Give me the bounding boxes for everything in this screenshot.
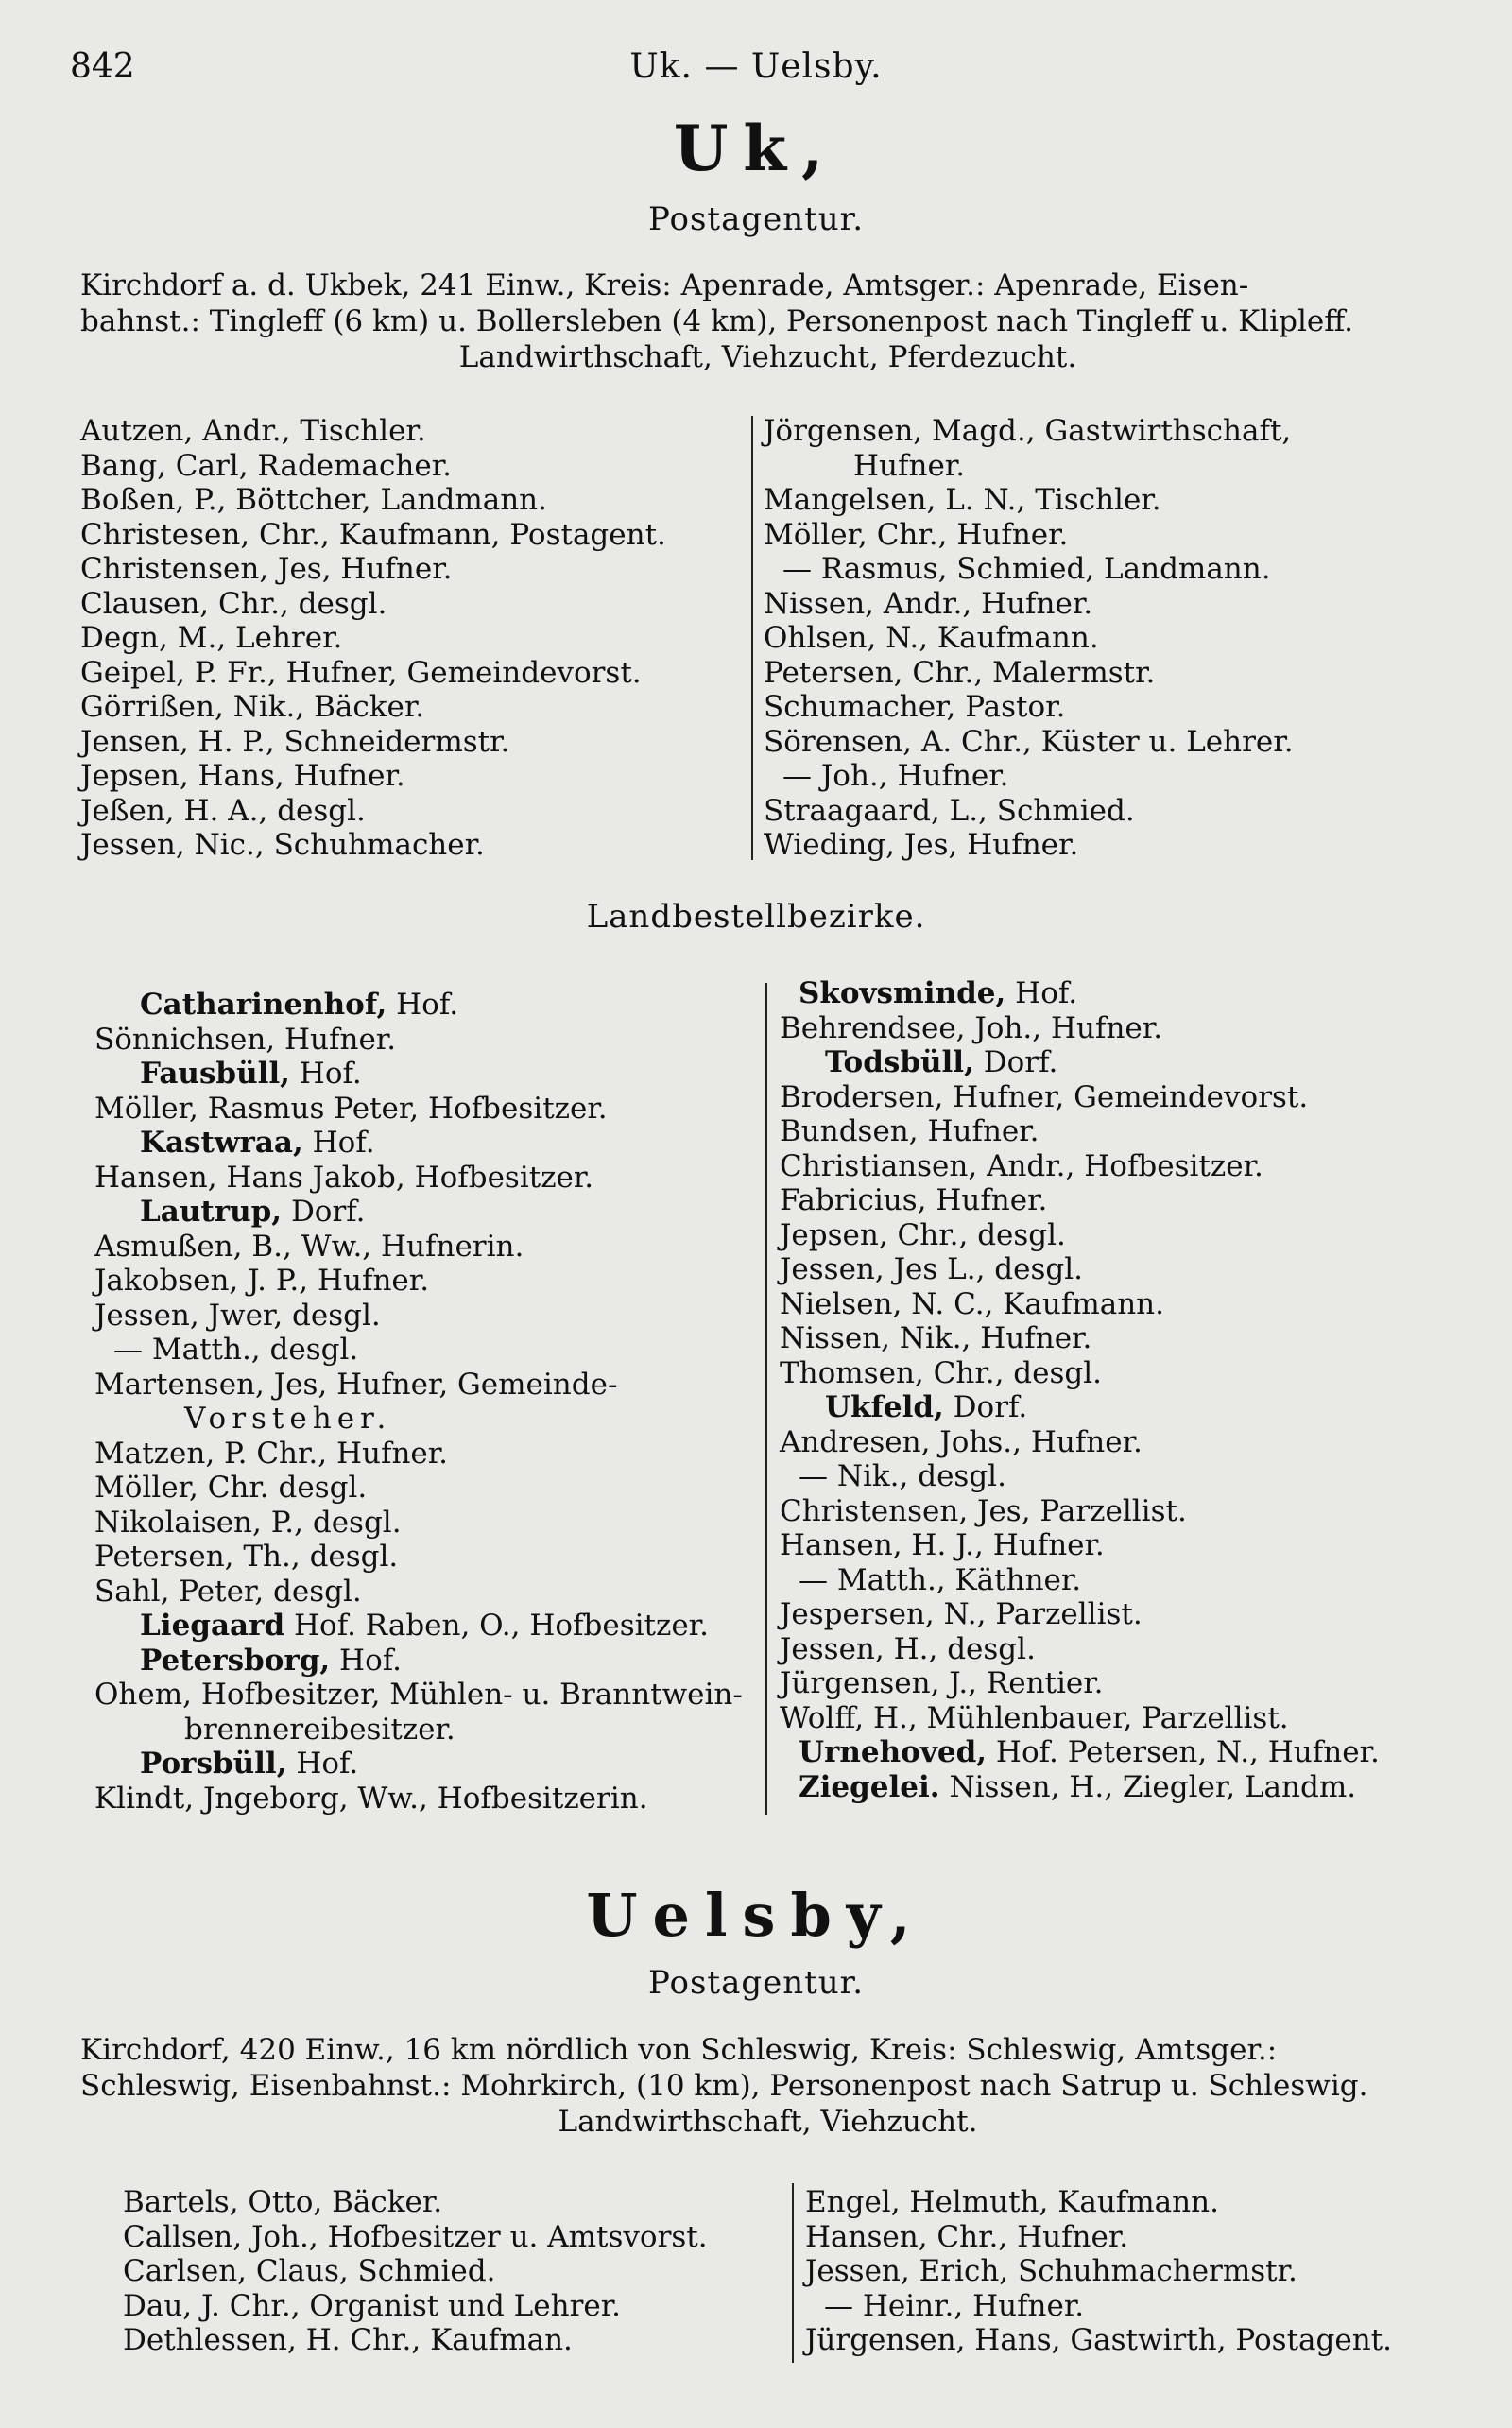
list-item: Boßen, P., Böttcher, Landmann.	[80, 483, 548, 517]
list-item	[780, 1011, 1380, 1046]
place-title-uk: Uk,	[673, 112, 839, 185]
list-item: Christensen, Jes, Hufner.	[80, 552, 453, 586]
list-item	[94, 1713, 743, 1748]
list-item	[780, 1183, 1380, 1218]
list-item	[780, 1528, 1380, 1563]
list-item: Bartels, Otto, Bäcker.	[123, 2185, 443, 2219]
entry-text: Hof.	[286, 1747, 359, 1781]
list-item	[94, 1644, 743, 1679]
list-item: Carlsen, Claus, Schmied.	[123, 2254, 496, 2288]
entry-text: Behrendsee, Joh., Hufner.	[780, 1010, 1163, 1045]
list-item	[94, 1264, 743, 1299]
list-item	[780, 1149, 1380, 1184]
list-item: Geipel, P. Fr., Hufner, Gemeindevorst.	[80, 655, 642, 690]
list-item	[94, 988, 743, 1023]
list-item: — Rasmus, Schmied, Landmann.	[782, 552, 1271, 586]
entry-text: Dorf.	[973, 1045, 1058, 1079]
list-item	[94, 1575, 743, 1610]
entry-text: — Matth., desgl.	[113, 1333, 359, 1367]
list-item: Dethlessen, H. Chr., Kaufman.	[123, 2323, 573, 2357]
entry-text: Thomsen, Chr., desgl.	[780, 1355, 1102, 1390]
entry-text: Wolff, H., Mühlenbauer, Parzellist.	[780, 1700, 1289, 1735]
list-item	[94, 1161, 743, 1196]
locality-name: Fausbüll,	[140, 1057, 290, 1091]
locality-name: Liegaard	[140, 1609, 285, 1643]
list-item	[780, 1390, 1380, 1425]
intro-uk	[80, 267, 1455, 375]
entry-text: Hof.	[1005, 976, 1078, 1010]
list-item: Hansen, Chr., Hufner.	[805, 2219, 1129, 2254]
list-item: Mangelsen, L. N., Tischler.	[764, 483, 1161, 517]
entry-text: Jessen, Jes L., desgl.	[780, 1252, 1084, 1286]
list-item: Degn, M., Lehrer.	[80, 621, 343, 655]
list-item	[94, 1023, 743, 1058]
entry-text: Petersen, Th., desgl.	[94, 1540, 399, 1574]
list-item	[780, 1563, 1380, 1598]
intro-uelsby	[80, 2032, 1455, 2140]
entry-text: Möller, Rasmus Peter, Hofbesitzer.	[94, 1091, 608, 1126]
entry-text: Klindt, Jngeborg, Ww., Hofbesitzerin.	[94, 1781, 648, 1816]
intro-line: Landwirthschaft, Viehzucht, Pferdezucht.	[458, 340, 1077, 374]
entry-text: Dorf.	[943, 1390, 1028, 1424]
list-item	[780, 1701, 1380, 1736]
list-item: Görrißen, Nik., Bäcker.	[80, 690, 425, 724]
list-item: Petersen, Chr., Malermstr.	[764, 655, 1156, 690]
place-title-uelsby: Uelsby,	[586, 1881, 926, 1950]
landbestell-heading: Landbestellbezirke.	[586, 898, 926, 936]
list-item: Hufner.	[853, 448, 966, 483]
locality-name: Lautrup,	[140, 1195, 283, 1229]
list-item	[780, 1218, 1380, 1253]
entry-text: brennereibesitzer.	[184, 1712, 455, 1747]
list-item	[780, 1494, 1380, 1529]
list-item	[780, 1666, 1380, 1701]
list-item: Jürgensen, Hans, Gastwirth, Postagent.	[805, 2323, 1392, 2357]
entry-text: Martensen, Jes, Hufner, Gemeinde-	[94, 1367, 618, 1402]
entry-text: Hof.	[302, 1126, 375, 1160]
intro-line: Schleswig, Eisenbahnst.: Mohrkirch, (10 km), Personenpost nach Satrup u. Schleswig.	[80, 2069, 1368, 2103]
list-item	[94, 1057, 743, 1092]
page-number: 842	[70, 47, 135, 86]
entry-text: Möller, Chr. desgl.	[94, 1471, 368, 1505]
list-item: Jepsen, Hans, Hufner.	[80, 759, 405, 793]
subtitle-uelsby: Postagentur.	[647, 1964, 865, 2002]
subtitle-uk: Postagentur.	[647, 200, 865, 238]
list-item: Jessen, Erich, Schuhmachermstr.	[805, 2254, 1297, 2288]
list-item: Engel, Helmuth, Kaufmann.	[805, 2185, 1219, 2219]
entry-text: Christiansen, Andr., Hofbesitzer.	[780, 1148, 1263, 1183]
list-item	[94, 1402, 743, 1437]
list-item: Jörgensen, Magd., Gastwirthschaft,	[764, 414, 1292, 448]
landbestell-left-column	[94, 988, 743, 1816]
column-divider	[751, 416, 753, 860]
list-item: Autzen, Andr., Tischler.	[80, 414, 426, 448]
entry-text: Jespersen, N., Parzellist.	[780, 1597, 1143, 1631]
list-item	[780, 1425, 1380, 1460]
list-item	[94, 1092, 743, 1127]
entry-text: Hof. Petersen, N., Hufner.	[987, 1735, 1380, 1769]
list-item: Ohlsen, N., Kaufmann.	[764, 621, 1099, 655]
list-item	[94, 1299, 743, 1334]
list-item	[780, 1597, 1380, 1632]
list-item: Bang, Carl, Rademacher.	[80, 448, 452, 483]
list-item	[780, 1459, 1380, 1494]
entry-text: Matzen, P. Chr., Hufner.	[94, 1436, 449, 1471]
entry-text: — Matth., Käthner.	[799, 1562, 1082, 1597]
list-item: Schumacher, Pastor.	[764, 690, 1066, 724]
list-item	[94, 1230, 743, 1265]
list-item: Callsen, Joh., Hofbesitzer u. Amtsvorst.	[123, 2219, 708, 2254]
locality-name: Petersborg,	[140, 1643, 331, 1678]
list-item: Jensen, H. P., Schneidermstr.	[80, 724, 510, 759]
list-item	[780, 1045, 1380, 1080]
list-item	[780, 1735, 1380, 1770]
entry-text: Andresen, Johs., Hufner.	[780, 1424, 1143, 1459]
entry-text: Nielsen, N. C., Kaufmann.	[780, 1286, 1164, 1321]
list-item	[780, 1114, 1380, 1149]
list-item	[780, 1321, 1380, 1356]
column-divider	[765, 983, 767, 1815]
entry-text: Asmußen, B., Ww., Hufnerin.	[94, 1229, 524, 1264]
list-item	[780, 1632, 1380, 1667]
running-title: Uk. — Uelsby.	[629, 47, 883, 86]
list-item	[94, 1126, 743, 1161]
entry-text: Hansen, Hans Jakob, Hofbesitzer.	[94, 1160, 594, 1195]
entry-text: Christensen, Jes, Parzellist.	[780, 1493, 1187, 1528]
uk-right-column	[764, 414, 1294, 863]
list-item	[780, 1080, 1380, 1115]
list-item	[94, 1195, 743, 1230]
list-item: Jessen, Nic., Schuhmacher.	[80, 828, 485, 862]
list-item: Sörensen, A. Chr., Küster u. Lehrer.	[764, 724, 1294, 759]
intro-line: Landwirthschaft, Viehzucht.	[558, 2105, 978, 2139]
list-item: — Heinr., Hufner.	[824, 2288, 1085, 2323]
list-item: Möller, Chr., Hufner.	[764, 517, 1069, 552]
list-item: Nissen, Andr., Hufner.	[764, 586, 1093, 621]
intro-line: Kirchdorf, 420 Einw., 16 km nördlich von Schleswig, Kreis: Schleswig, Amtsger.:	[80, 2033, 1278, 2067]
entry-text: Sönnichsen, Hufner.	[94, 1022, 397, 1057]
list-item	[94, 1678, 743, 1713]
list-item: Jeßen, H. A., desgl.	[80, 793, 366, 828]
list-item	[94, 1609, 743, 1644]
locality-name: Ziegelei.	[799, 1769, 940, 1804]
entry-text: Fabricius, Hufner.	[780, 1183, 1048, 1217]
intro-line: Kirchdorf a. d. Ukbek, 241 Einw., Kreis: Apenrade, Amtsger.: Apenrade, Eisen-	[80, 268, 1249, 302]
list-item: Christesen, Chr., Kaufmann, Postagent.	[80, 517, 666, 552]
list-item	[780, 1770, 1380, 1805]
list-item	[94, 1506, 743, 1541]
list-item: Clausen, Chr., desgl.	[80, 586, 387, 621]
locality-name: Urnehoved,	[799, 1735, 988, 1769]
entry-text: Nikolaisen, P., desgl.	[94, 1505, 402, 1540]
list-item	[780, 1287, 1380, 1322]
list-item	[94, 1333, 743, 1368]
locality-name: Porsbüll,	[140, 1747, 287, 1781]
locality-name: Catharinenhof,	[140, 988, 387, 1022]
entry-text: Dorf.	[282, 1195, 366, 1229]
list-item	[780, 1252, 1380, 1287]
list-item	[780, 1356, 1380, 1391]
intro-line: bahnst.: Tingleff (6 km) u. Bollersleben (4 km), Personenpost nach Tingleff u. Klipleff.	[80, 304, 1353, 338]
entry-text: — Nik., desgl.	[799, 1459, 1006, 1493]
locality-name: Ukfeld,	[825, 1390, 944, 1424]
locality-name: Kastwraa,	[140, 1126, 303, 1160]
list-item: — Joh., Hufner.	[782, 759, 1009, 793]
list-item	[94, 1747, 743, 1782]
entry-text: Hansen, H. J., Hufner.	[780, 1528, 1105, 1562]
list-item	[94, 1540, 743, 1575]
entry-text: Jessen, H., desgl.	[780, 1631, 1036, 1666]
uelsby-left-column	[123, 2185, 708, 2358]
entry-text: Jepsen, Chr., desgl.	[780, 1217, 1066, 1252]
list-item: Dau, J. Chr., Organist und Lehrer.	[123, 2288, 622, 2323]
list-item	[94, 1437, 743, 1472]
entry-text: Hof.	[330, 1643, 402, 1678]
entry-text: Brodersen, Hufner, Gemeindevorst.	[780, 1079, 1309, 1114]
page-header	[66, 47, 1446, 95]
entry-text: Vorsteher.	[184, 1402, 392, 1436]
locality-name: Skovsminde,	[799, 976, 1006, 1010]
locality-name: Todsbüll,	[825, 1045, 974, 1079]
entry-text: Jakobsen, J. P., Hufner.	[94, 1264, 430, 1298]
list-item: Wieding, Jes, Hufner.	[764, 828, 1079, 862]
uelsby-right-column	[805, 2185, 1392, 2358]
entry-text: Jessen, Jwer, desgl.	[94, 1298, 381, 1333]
list-item	[94, 1782, 743, 1817]
entry-text: Ohem, Hofbesitzer, Mühlen- u. Branntwein-	[94, 1678, 743, 1712]
entry-text: Sahl, Peter, desgl.	[94, 1574, 362, 1609]
landbestell-right-column	[780, 976, 1380, 1804]
entry-text: Hof.	[387, 988, 459, 1022]
entry-text: Jürgensen, J., Rentier.	[780, 1666, 1104, 1700]
column-divider	[792, 2183, 794, 2363]
entry-text: Bundsen, Hufner.	[780, 1114, 1040, 1148]
list-item	[94, 1368, 743, 1403]
entry-text: Hof. Raben, O., Hofbesitzer.	[284, 1609, 709, 1643]
uk-left-column	[80, 414, 666, 863]
list-item	[780, 976, 1380, 1011]
entry-text: Nissen, Nik., Hufner.	[780, 1321, 1092, 1355]
entry-text: Hof.	[289, 1057, 362, 1091]
list-item	[94, 1471, 743, 1506]
list-item: Straagaard, L., Schmied.	[764, 793, 1135, 828]
entry-text: Nissen, H., Ziegler, Landm.	[939, 1769, 1357, 1804]
